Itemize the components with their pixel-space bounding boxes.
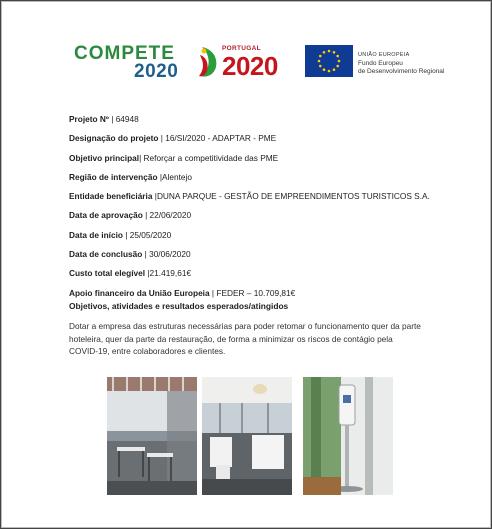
field-row bbox=[69, 129, 469, 148]
field-value: 64948 bbox=[115, 114, 139, 124]
field-label: Entidade beneficiária bbox=[69, 191, 153, 202]
portugal-logo-label: PORTUGAL bbox=[222, 45, 261, 52]
field-row bbox=[69, 206, 469, 225]
field-value: FEDER – 10.709,81€ bbox=[216, 287, 296, 298]
eu-logo-line1: UNIÃO EUROPEIA bbox=[358, 52, 410, 58]
field-separator: | bbox=[142, 249, 150, 260]
field-value: Reforçar a competitividade das PME bbox=[143, 152, 279, 163]
field-value: 30/06/2020 bbox=[149, 249, 191, 260]
field-separator: | bbox=[157, 171, 162, 182]
eu-logo-line3: de Desenvolvimento Regional bbox=[358, 68, 445, 75]
field-separator: | bbox=[158, 133, 166, 144]
field-value: 25/05/2020 bbox=[129, 229, 172, 240]
compete-logo-year: 2020 bbox=[134, 61, 179, 82]
portugal-emblem-icon bbox=[198, 45, 220, 79]
compete-2020-logo bbox=[74, 43, 184, 83]
field-separator: | bbox=[122, 229, 130, 240]
field-separator: | bbox=[152, 191, 157, 202]
project-fields bbox=[69, 110, 469, 303]
field-value: 22/06/2020 bbox=[149, 210, 192, 221]
field-row bbox=[69, 187, 469, 206]
logo-bar bbox=[1, 41, 492, 85]
field-label: Custo total elegível bbox=[69, 268, 146, 279]
section-description: Dotar a empresa das estruturas necessárias para poder retomar o funcionamento quer da parte hoteleira, quer da parte da restauração, de forma a minimizar os riscos de contágio pela COVID-19, entre colaboradores e clientes. bbox=[69, 321, 421, 356]
field-label: Região de intervenção bbox=[69, 171, 158, 182]
field-label: Projeto Nº bbox=[69, 114, 109, 124]
portugal-logo-year: 2020 bbox=[222, 51, 278, 81]
photo-strip bbox=[107, 377, 387, 495]
field-label: Data de aprovação bbox=[69, 210, 143, 221]
field-separator: | bbox=[142, 210, 150, 221]
field-row bbox=[69, 226, 469, 245]
field-label: Objetivo principal bbox=[69, 152, 140, 163]
field-separator: | bbox=[139, 152, 144, 163]
field-label: Designação do projeto bbox=[69, 133, 159, 144]
field-row bbox=[69, 264, 469, 283]
eu-logo-line2: Fundo Europeu bbox=[358, 60, 403, 67]
field-row bbox=[69, 149, 469, 168]
eu-flag-icon bbox=[305, 45, 353, 77]
field-label: Apoio financeiro da União Europeia bbox=[69, 287, 210, 298]
field-separator: | bbox=[145, 268, 150, 279]
field-label: Data de início bbox=[69, 229, 123, 240]
field-separator: | bbox=[209, 287, 217, 298]
field-value: 16/SI/2020 - ADAPTAR - PME bbox=[165, 133, 277, 144]
field-value: 21.419,61€ bbox=[149, 268, 192, 279]
field-row bbox=[69, 110, 469, 129]
objectives-section bbox=[69, 301, 429, 358]
field-row bbox=[69, 168, 469, 187]
eu-feder-logo bbox=[305, 45, 455, 81]
terrace-photo bbox=[107, 377, 197, 495]
field-row bbox=[69, 245, 469, 264]
section-title: Objetivos, atividades e resultados esperados/atingidos bbox=[69, 301, 289, 311]
field-value: DUNA PARQUE - GESTÃO DE EMPREENDIMENTOS TURISTICOS S.A. bbox=[156, 191, 430, 202]
field-separator: | bbox=[108, 114, 116, 124]
field-label: Data de conclusão bbox=[69, 249, 143, 260]
sanitizer-photo bbox=[303, 377, 393, 495]
restaurant-photo bbox=[202, 377, 292, 495]
portugal-2020-logo bbox=[198, 45, 298, 83]
compete-logo-word: COMPETE bbox=[74, 43, 175, 64]
field-value: Alentejo bbox=[162, 171, 192, 182]
